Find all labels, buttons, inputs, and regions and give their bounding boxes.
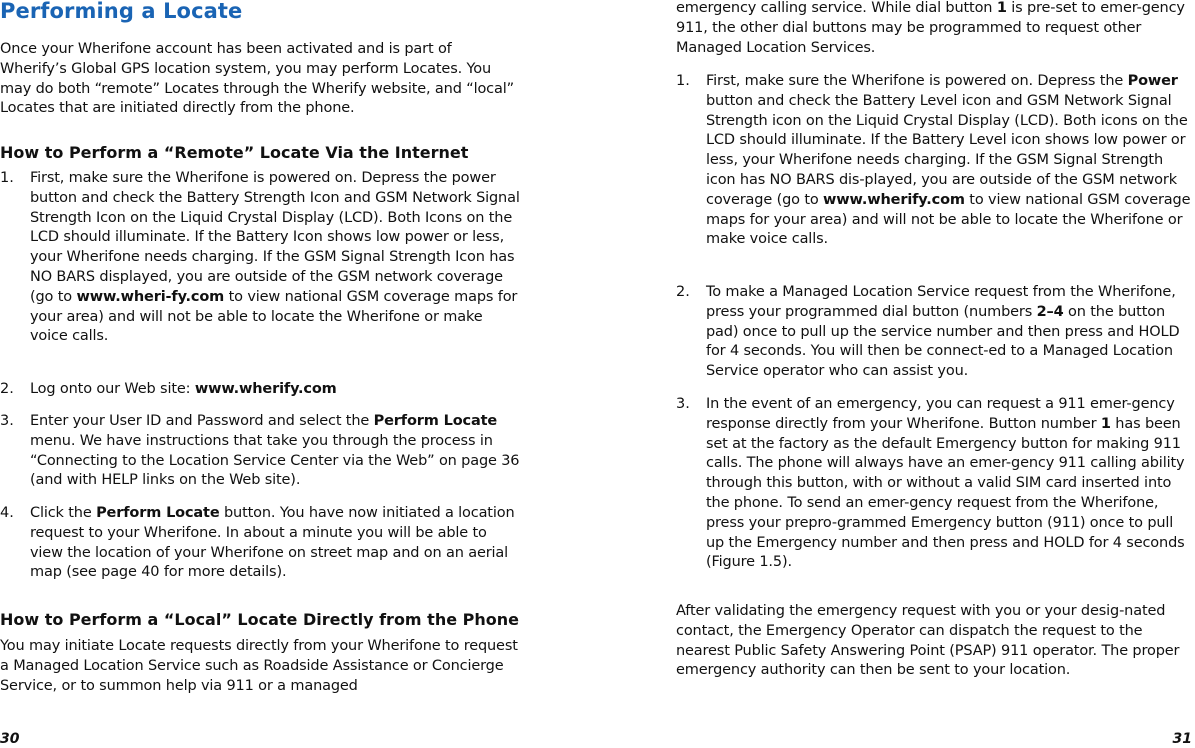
local-intro-paragraph: You may initiate Locate requests directly from your Wherifone to request a Managed Location Service such as Roadside Assistance or Concierge Service, or to summon help via 911 or a managed bbox=[0, 638, 518, 694]
remote-step-4: 4. Click the Perform Locate button. You have now initiated a location request to your Wherifone. In about a minute you will be able to view the location of your Wherifone on street map and on an aerial map (see page 40 for more details). bbox=[0, 505, 515, 581]
local-locate-heading: How to Perform a “Local” Locate Directly from the Phone bbox=[0, 610, 519, 629]
left-page bbox=[0, 0, 520, 748]
continued-paragraph: emergency calling service. While dial button 1 is pre-set to emer-gency 911, the other dial buttons may be programmed to request other Managed Location Services. bbox=[676, 0, 1185, 56]
closing-paragraph: After validating the emergency request with you or your desig-nated contact, the Emergency Operator can dispatch the request to the nearest Public Safety Answering Point (PSAP) 911 operator. The proper emergency authority can then be sent to your location. bbox=[676, 603, 1180, 679]
intro-paragraph: Once your Wherifone account has been activated and is part of Wherify’s Global GPS location system, you may perform Locates. You may do both “remote” Locates through the Wherify website, and “local” Locates that are initiated directly from the phone. bbox=[0, 41, 514, 117]
remote-step-1: 1. First, make sure the Wherifone is powered on. Depress the power button and check the Battery Strength Icon and GSM Network Signal Strength Icon on the Liquid Crystal Display (LCD). Both Icons on the LCD should illuminate. If the Battery Icon shows low power or less, your Wherifone needs charging. If the GSM Signal Strength Icon has NO BARS displayed, you are outside of the GSM network coverage (go to www.wheri-fy.com to view national GSM coverage maps for your area) and will not be able to locate the Wherifone or make voice calls. bbox=[0, 170, 520, 345]
remote-step-2: 2. Log onto our Web site: www.wherify.com bbox=[0, 381, 337, 397]
remote-locate-heading: How to Perform a “Remote” Locate Via the Internet bbox=[0, 143, 469, 162]
local-step-1: 1. First, make sure the Wherifone is powered on. Depress the Power button and check the Battery Level icon and GSM Network Signal Strength icon on the Liquid Crystal Display (LCD). Both icons on the LCD should illuminate. If the Battery Level icon shows low power or less, your Wherifone needs charging. If the GSM Signal Strength icon has NO BARS dis-played, you are outside of the GSM network coverage (go to www.wherify.com to view national GSM coverage maps for your area) and will not be able to locate the Wherifone or make voice calls. bbox=[676, 73, 1191, 248]
right-page bbox=[676, 0, 1192, 748]
local-step-3: 3. In the event of an emergency, you can request a 911 emer-gency response directly from your Wherifone. Button number 1 has been set at the factory as the default Emergency button for making 911 calls. The phone will always have an emer-gency 911 calling ability through this button, with or without a valid SIM card inserted into the phone. To send an emer-gency request from the Wherifone, press your prepro-grammed Emergency button (911) once to pull up the Emergency number and then press and HOLD for 4 seconds (Figure 1.5). bbox=[676, 396, 1185, 571]
remote-step-3: 3. Enter your User ID and Password and select the Perform Locate menu. We have instructions that take you through the process in “Connecting to the Location Service Center via the Web” on page 36 (and with HELP links on the Web site). bbox=[0, 413, 520, 489]
page-number-left: 30 bbox=[0, 731, 20, 747]
local-step-2: 2. To make a Managed Location Service request from the Wherifone, press your programmed dial button (numbers 2–4 on the button pad) once to pull up the service number and then press and HOLD for 4 seconds. You will then be connect-ed to a Managed Location Service operator who can assist you. bbox=[676, 284, 1180, 380]
page-title: Performing a Locate bbox=[0, 0, 243, 23]
page-number-right: 31 bbox=[1172, 731, 1192, 747]
